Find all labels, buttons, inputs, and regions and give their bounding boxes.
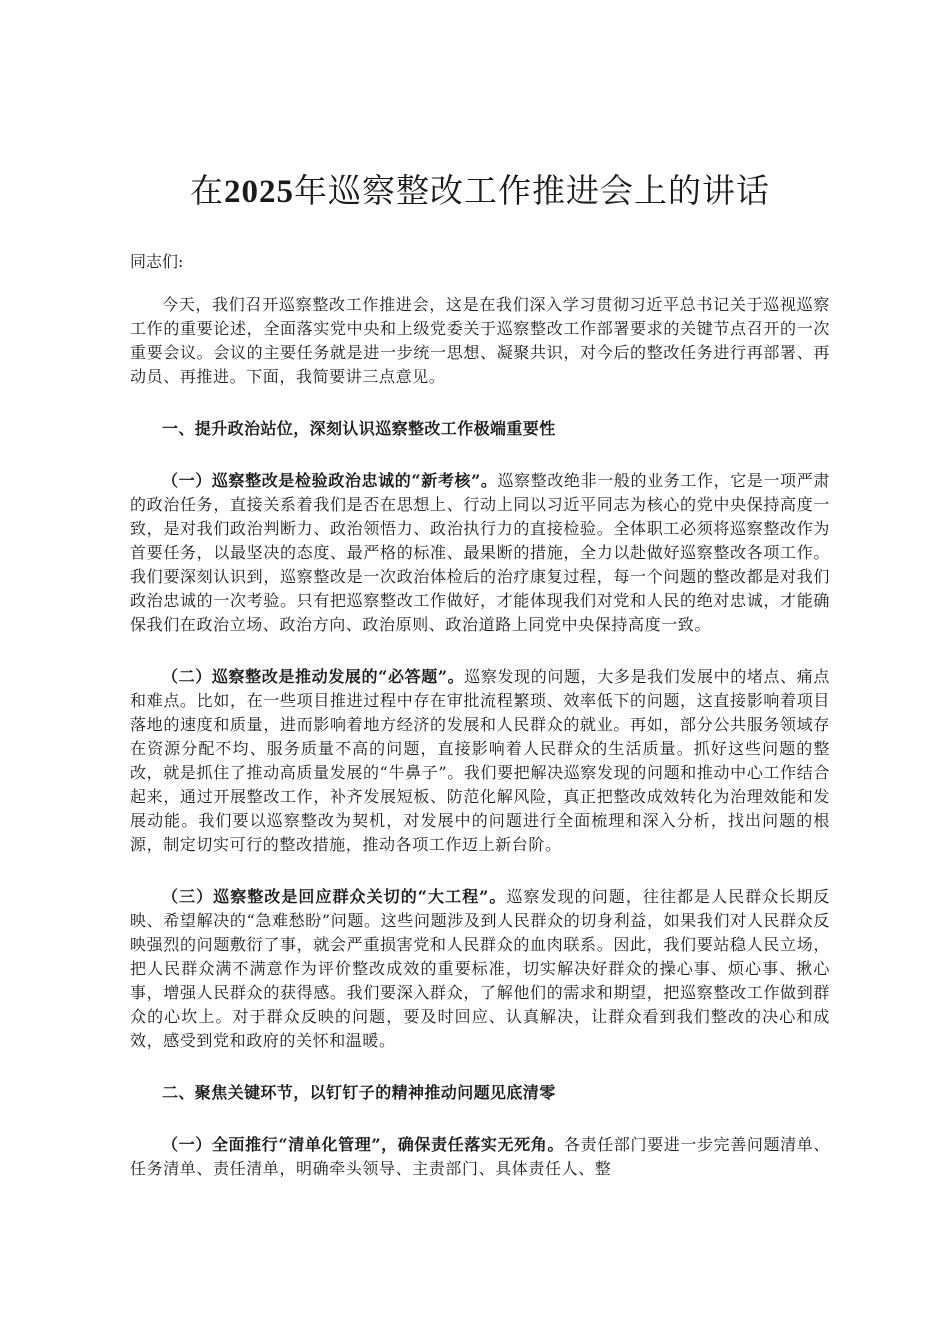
paragraph-lead: （一）巡察整改是检验政治忠诚的“新考核”。 bbox=[162, 471, 498, 490]
title-prefix: 在 bbox=[190, 171, 224, 210]
paragraph-lead: （二）巡察整改是推动发展的“必答题”。 bbox=[162, 667, 465, 686]
paragraph-body: 各责任部门要进一步完善问题清单、任务清单、责任清单，明确牵头领导、主责部门、具体责任人、整 bbox=[130, 1135, 830, 1178]
paragraph-body: 巡察发现的问题，往往都是人民群众长期反映、希望解决的“急难愁盼”问题。这些问题涉及到人民群众的切身利益，如果我们对人民群众反映强烈的问题敷衍了事，就会严重损害党和人民群众的血肉联系。因此，我们要站稳人民立场，把人民群众满不满意作为评价整改成效的重要标准，切实解决好群众的操心事、烦心事、揪心事，增强人民群众的获得感。我们要深入群众，了解他们的需求和期望，把巡察整改工作做到群众的心坎上。对于群众反映的问题，要及时回应、认真解决，让群众看到我们整改的决心和成效，感受到党和政府的关怀和温暖。 bbox=[130, 887, 830, 1050]
intro-paragraph: 今天，我们召开巡察整改工作推进会，这是在我们深入学习贯彻习近平总书记关于巡视巡察工作的重要论述，全面落实党中央和上级党委关于巡察整改工作部署要求的关键节点召开的一次重要会议。会议的主要任务就是进一步统一思想、凝聚共识，对今后的整改任务进行再部署、再动员、再推进。下面，我简要讲三点意见。 bbox=[130, 295, 830, 386]
paragraph-lead: （三）巡察整改是回应群众关切的“大工程”。 bbox=[162, 887, 507, 906]
paragraph-body: 巡察整改绝非一般的业务工作，它是一项严肃的政治任务，直接关系着我们是否在思想上、行动上同以习近平同志为核心的党中央保持高度一致，是对我们政治判断力、政治领悟力、政治执行力的直接检验。全体职工必须将巡察整改作为首要任务，以最坚决的态度、最严格的标准、最果断的措施，全力以赴做好巡察整改各项工作。我们要深刻认识到，巡察整改是一次政治体检后的治疗康复过程，每一个问题的整改都是对我们政治忠诚的一次考验。只有把巡察整改工作做好，才能体现我们对党和人民的绝对忠诚，才能确保我们在政治立场、政治方向、政治原则、政治道路上同党中央保持高度一致。 bbox=[130, 471, 830, 634]
title-year: 2025 bbox=[224, 174, 294, 210]
salutation: 同志们: bbox=[130, 252, 184, 271]
section-1-heading: 一、提升政治站位，深刻认识巡察整改工作极端重要性 bbox=[162, 419, 556, 438]
document-title bbox=[130, 168, 830, 215]
section-1-paragraph-3 bbox=[130, 885, 830, 1053]
document-page bbox=[130, 168, 830, 1209]
paragraph-body: 巡察发现的问题，大多是我们发展中的堵点、痛点和难点。比如，在一些项目推进过程中存在审批流程繁琐、效率低下的问题，这直接影响着项目落地的速度和质量，进而影响着地方经济的发展和人民群众的就业。再如，部分公共服务领域存在资源分配不均、服务质量不高的问题，直接影响着人民群众的生活质量。抓好这些问题的整改，就是抓住了推动高质量发展的“牛鼻子”。我们要把解决巡察发现的问题和推动中心工作结合起来，通过开展整改工作，补齐发展短板、防范化解风险，真正把整改成效转化为治理效能和发展动能。我们要以巡察整改为契机，对发展中的问题进行全面梳理和深入分析，找出问题的根源，制定切实可行的整改措施，推动各项工作迈上新台阶。 bbox=[130, 667, 830, 854]
section-2-paragraph-1 bbox=[130, 1133, 830, 1181]
section-1-paragraph-1 bbox=[130, 469, 830, 637]
title-suffix: 年巡察整改工作推进会上的讲话 bbox=[294, 171, 770, 210]
section-1-paragraph-2 bbox=[130, 665, 830, 857]
section-2-heading: 二、聚焦关键环节，以钉钉子的精神推动问题见底清零 bbox=[162, 1083, 556, 1102]
paragraph-lead: （一）全面推行“清单化管理”，确保责任落实无死角。 bbox=[162, 1135, 565, 1154]
